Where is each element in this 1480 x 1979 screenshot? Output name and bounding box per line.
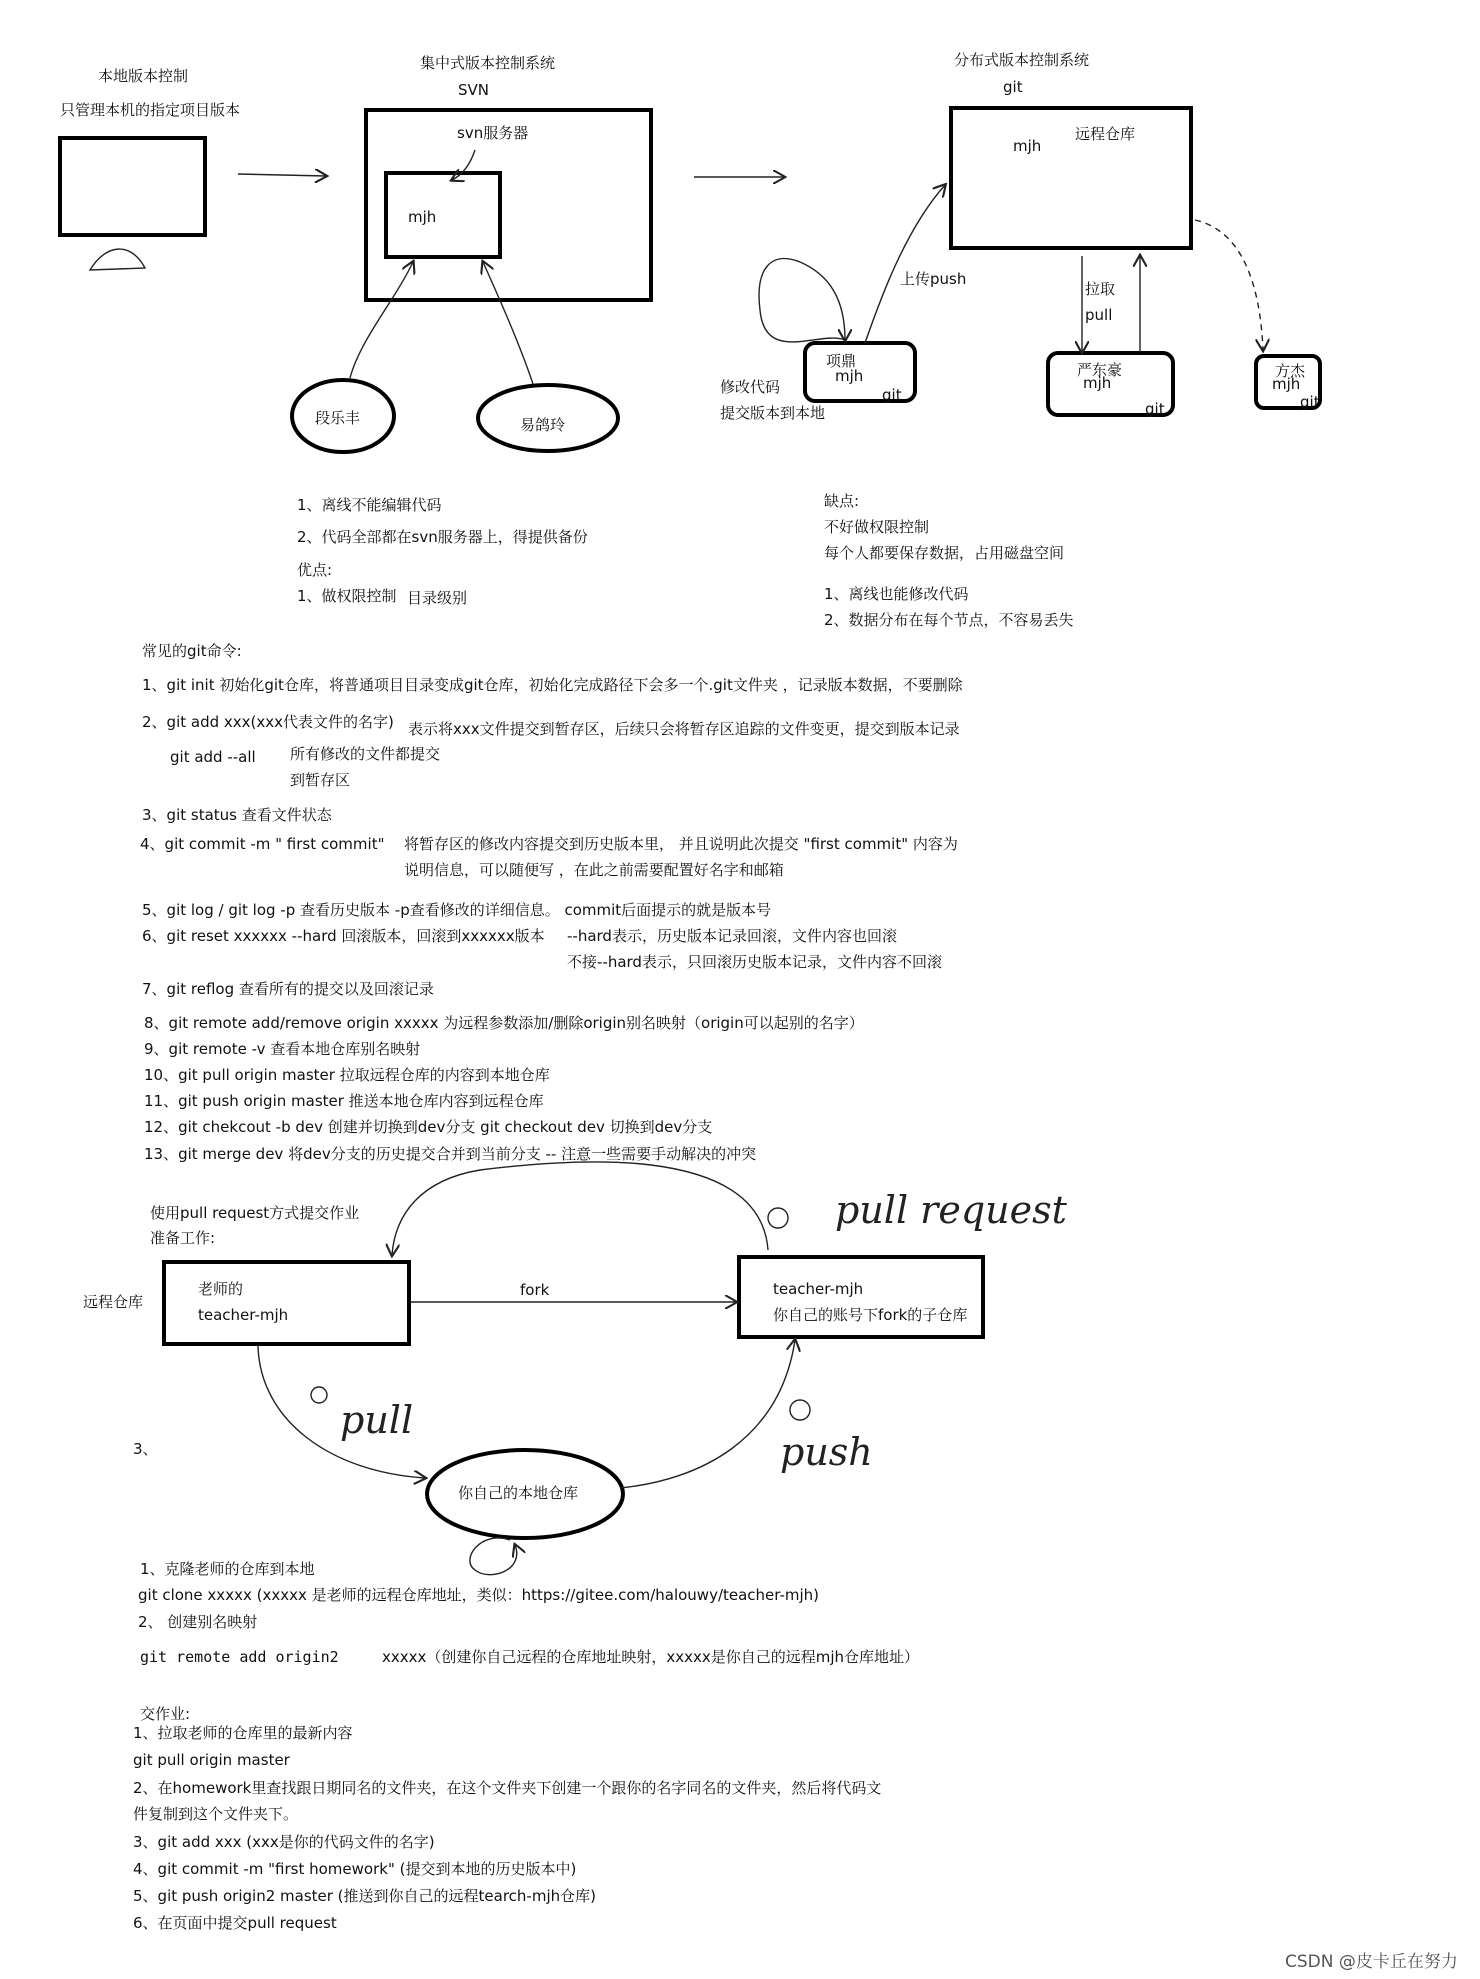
svn-user2: 易鸽玲 (520, 416, 566, 434)
cmd-1: 1、git init 初始化git仓库，将普通项目目录变成git仓库，初始化完成路径下会多一个.git文件夹 ，记录版本数据，不要删除 (142, 676, 963, 694)
svn-note-1: 1、离线不能编辑代码 (297, 496, 442, 514)
cmd-4c: 说明信息，可以随便写 ，在此之前需要配置好名字和邮箱 (404, 861, 784, 879)
node1-user: mjh (835, 367, 864, 385)
dist-note-3: 每个人都要保存数据，占用磁盘空间 (824, 544, 1065, 562)
dist-name: git (1003, 78, 1023, 96)
dist-title: 分布式版本控制系统 (954, 51, 1090, 69)
pr-heading-1: 使用pull request方式提交作业 (150, 1204, 360, 1222)
cmd-2e: 到暂存区 (290, 771, 351, 789)
cmd-10: 10、git pull origin master 拉取远程仓库的内容到本地仓库 (144, 1066, 550, 1084)
modify-loop (759, 259, 845, 342)
section-three: 3、 (133, 1440, 158, 1458)
dist-note-2: 不好做权限控制 (824, 518, 930, 536)
node2-tool: git (1145, 400, 1165, 418)
dist-note-5: 2、数据分布在每个节点，不容易丢失 (824, 611, 1074, 629)
push-label: 上传push (900, 270, 967, 288)
svn-label-arrow (452, 150, 475, 180)
cmd-2c: git add --all (170, 748, 256, 766)
svn-repo-box (386, 173, 500, 257)
hw-1b: git pull origin master (133, 1751, 290, 1769)
svn-note-2: 2、代码全部都在svn服务器上，得提供备份 (297, 528, 588, 546)
local-arrow (238, 174, 326, 176)
cmd-4a: 4、git commit -m " first commit" (140, 835, 385, 853)
hw-push: push (780, 1430, 873, 1474)
local-title: 本地版本控制 (98, 67, 189, 85)
cmd-4b: 将暂存区的修改内容提交到历史版本里， 并且说明此次提交 "first commit" 内容为 (404, 835, 958, 853)
svn-repo-user: mjh (408, 208, 437, 226)
watermark: CSDN @皮卡丘在努力 (1285, 1952, 1458, 1972)
hw-5: 5、git push origin2 master (推送到你自己的远程tearch-mjh仓库) (133, 1887, 596, 1905)
step-2: 2、 创建别名映射 (138, 1613, 258, 1631)
cmd-13: 13、git merge dev 将dev分支的历史提交合并到当前分支 -- 注意一些需要手动解决的冲突 (144, 1145, 757, 1163)
step3-circle (768, 1208, 788, 1228)
hw-3: 3、git add xxx (xxx是你的代码文件的名字) (133, 1833, 435, 1851)
svn-note-4: 1、做权限控制 (297, 587, 397, 605)
pr-arrow (392, 1162, 768, 1255)
hw-4: 4、git commit -m "first homework" (提交到本地的历史版本中) (133, 1860, 577, 1878)
pr-heading-2: 准备工作: (150, 1229, 216, 1247)
hw-6: 6、在页面中提交pull request (133, 1914, 337, 1932)
remote-user: mjh (1013, 137, 1042, 155)
svn-user2-arrow (483, 262, 533, 384)
cmd-3: 3、git status 查看文件状态 (142, 806, 332, 824)
cmd-5: 5、git log / git log -p 查看历史版本 -p查看修改的详细信息。 commit后面提示的就是版本号 (142, 901, 772, 919)
hw-2b: 件复制到这个文件夹下。 (133, 1805, 299, 1823)
modify-label-1: 修改代码 (720, 378, 781, 396)
step-2b: git remote add origin2 (140, 1648, 339, 1666)
svn-note-5: 目录级别 (407, 589, 468, 607)
hw-1: 1、拉取老师的仓库里的最新内容 (133, 1724, 353, 1742)
node1-tool: git (882, 386, 902, 404)
teacher-repo-box (164, 1262, 409, 1344)
svn-user1-arrow (350, 262, 413, 378)
svn-title: 集中式版本控制系统 (420, 54, 556, 72)
modify-label-2: 提交版本到本地 (720, 404, 826, 422)
hw-0: 交作业: (140, 1705, 191, 1723)
local-repo-label: 你自己的本地仓库 (458, 1484, 579, 1502)
push-arrow (865, 185, 945, 343)
fork-label: fork (520, 1281, 550, 1299)
hw-pull: pull (340, 1398, 414, 1442)
node3-user: mjh (1272, 375, 1301, 393)
node2-user: mjh (1083, 374, 1112, 392)
node3-name: 方杰 (1275, 362, 1306, 380)
remote-repo-box (951, 108, 1191, 248)
step-1b: git clone xxxxx (xxxxx 是老师的远程仓库地址，类似：https://gitee.com/halouwy/teacher-mjh) (138, 1586, 820, 1604)
step2-circle (790, 1400, 810, 1420)
step-1: 1、克隆老师的仓库到本地 (140, 1560, 315, 1578)
cmd-6b: --hard表示，历史版本记录回滚，文件内容也回滚 (567, 927, 897, 945)
svn-note-3: 优点: (297, 561, 333, 579)
remote-label: 远程仓库 (1075, 125, 1136, 143)
cmd-11: 11、git push origin master 推送本地仓库内容到远程仓库 (144, 1092, 544, 1110)
cmd-6a: 6、git reset xxxxxx --hard 回滚版本，回滚到xxxxxx版本 (142, 927, 545, 945)
hw-2: 2、在homework里查找跟日期同名的文件夹，在这个文件夹下创建一个跟你的名字同名的文件夹，然后将代码文 (133, 1779, 882, 1797)
svn-server-label: svn服务器 (457, 124, 529, 142)
cmd-2d: 所有修改的文件都提交 (290, 745, 441, 763)
node3-tool: git (1300, 393, 1320, 411)
node2-name: 严东豪 (1077, 361, 1123, 379)
cmd-12: 12、git chekcout -b dev 创建并切换到dev分支 git checkout dev 切换到dev分支 (144, 1118, 713, 1136)
local-monitor-box (60, 138, 205, 235)
local-loop (470, 1538, 517, 1575)
step-2c: xxxxx（创建你自己远程的仓库地址映射，xxxxx是你自己的远程mjh仓库地址） (382, 1648, 920, 1666)
cmd-2b: 表示将xxx文件提交到暂存区，后续只会将暂存区追踪的文件变更，提交到版本记录 (408, 720, 960, 738)
teacher-label-2: teacher-mjh (198, 1306, 289, 1324)
pull-label-1: 拉取 (1085, 280, 1116, 298)
push-up-arrow (620, 1340, 795, 1488)
step1-circle (311, 1387, 327, 1403)
svn-name: SVN (458, 81, 490, 99)
pull-label-2: pull (1085, 306, 1113, 324)
fork-repo-label-1: teacher-mjh (773, 1280, 864, 1298)
node1-name: 项鼎 (826, 352, 857, 370)
cmd-7: 7、git reflog 查看所有的提交以及回滚记录 (142, 980, 434, 998)
fork-repo-label-2: 你自己的账号下fork的子仓库 (773, 1306, 968, 1324)
node3-dashed-arrow (1195, 220, 1263, 350)
cmd-2a: 2、git add xxx(xxx代表文件的名字) (142, 713, 394, 731)
svn-user1: 段乐丰 (315, 409, 361, 427)
cmd-9: 9、git remote -v 查看本地仓库别名映射 (144, 1040, 421, 1058)
teacher-label-1: 老师的 (198, 1280, 244, 1298)
commands-heading: 常见的git命令: (142, 642, 242, 660)
dist-note-4: 1、离线也能修改代码 (824, 585, 969, 603)
pr-remote-label: 远程仓库 (83, 1293, 144, 1311)
local-monitor-stand (90, 249, 145, 270)
cmd-6c: 不接--hard表示，只回滚历史版本记录，文件内容不回滚 (567, 953, 942, 971)
local-desc: 只管理本机的指定项目版本 (60, 101, 241, 119)
hw-pull-request: pull request (835, 1188, 1067, 1232)
dist-note-1: 缺点: (824, 492, 860, 510)
cmd-8: 8、git remote add/remove origin xxxxx 为远程参数添加/删除origin别名映射（origin可以起别的名字） (144, 1014, 864, 1032)
